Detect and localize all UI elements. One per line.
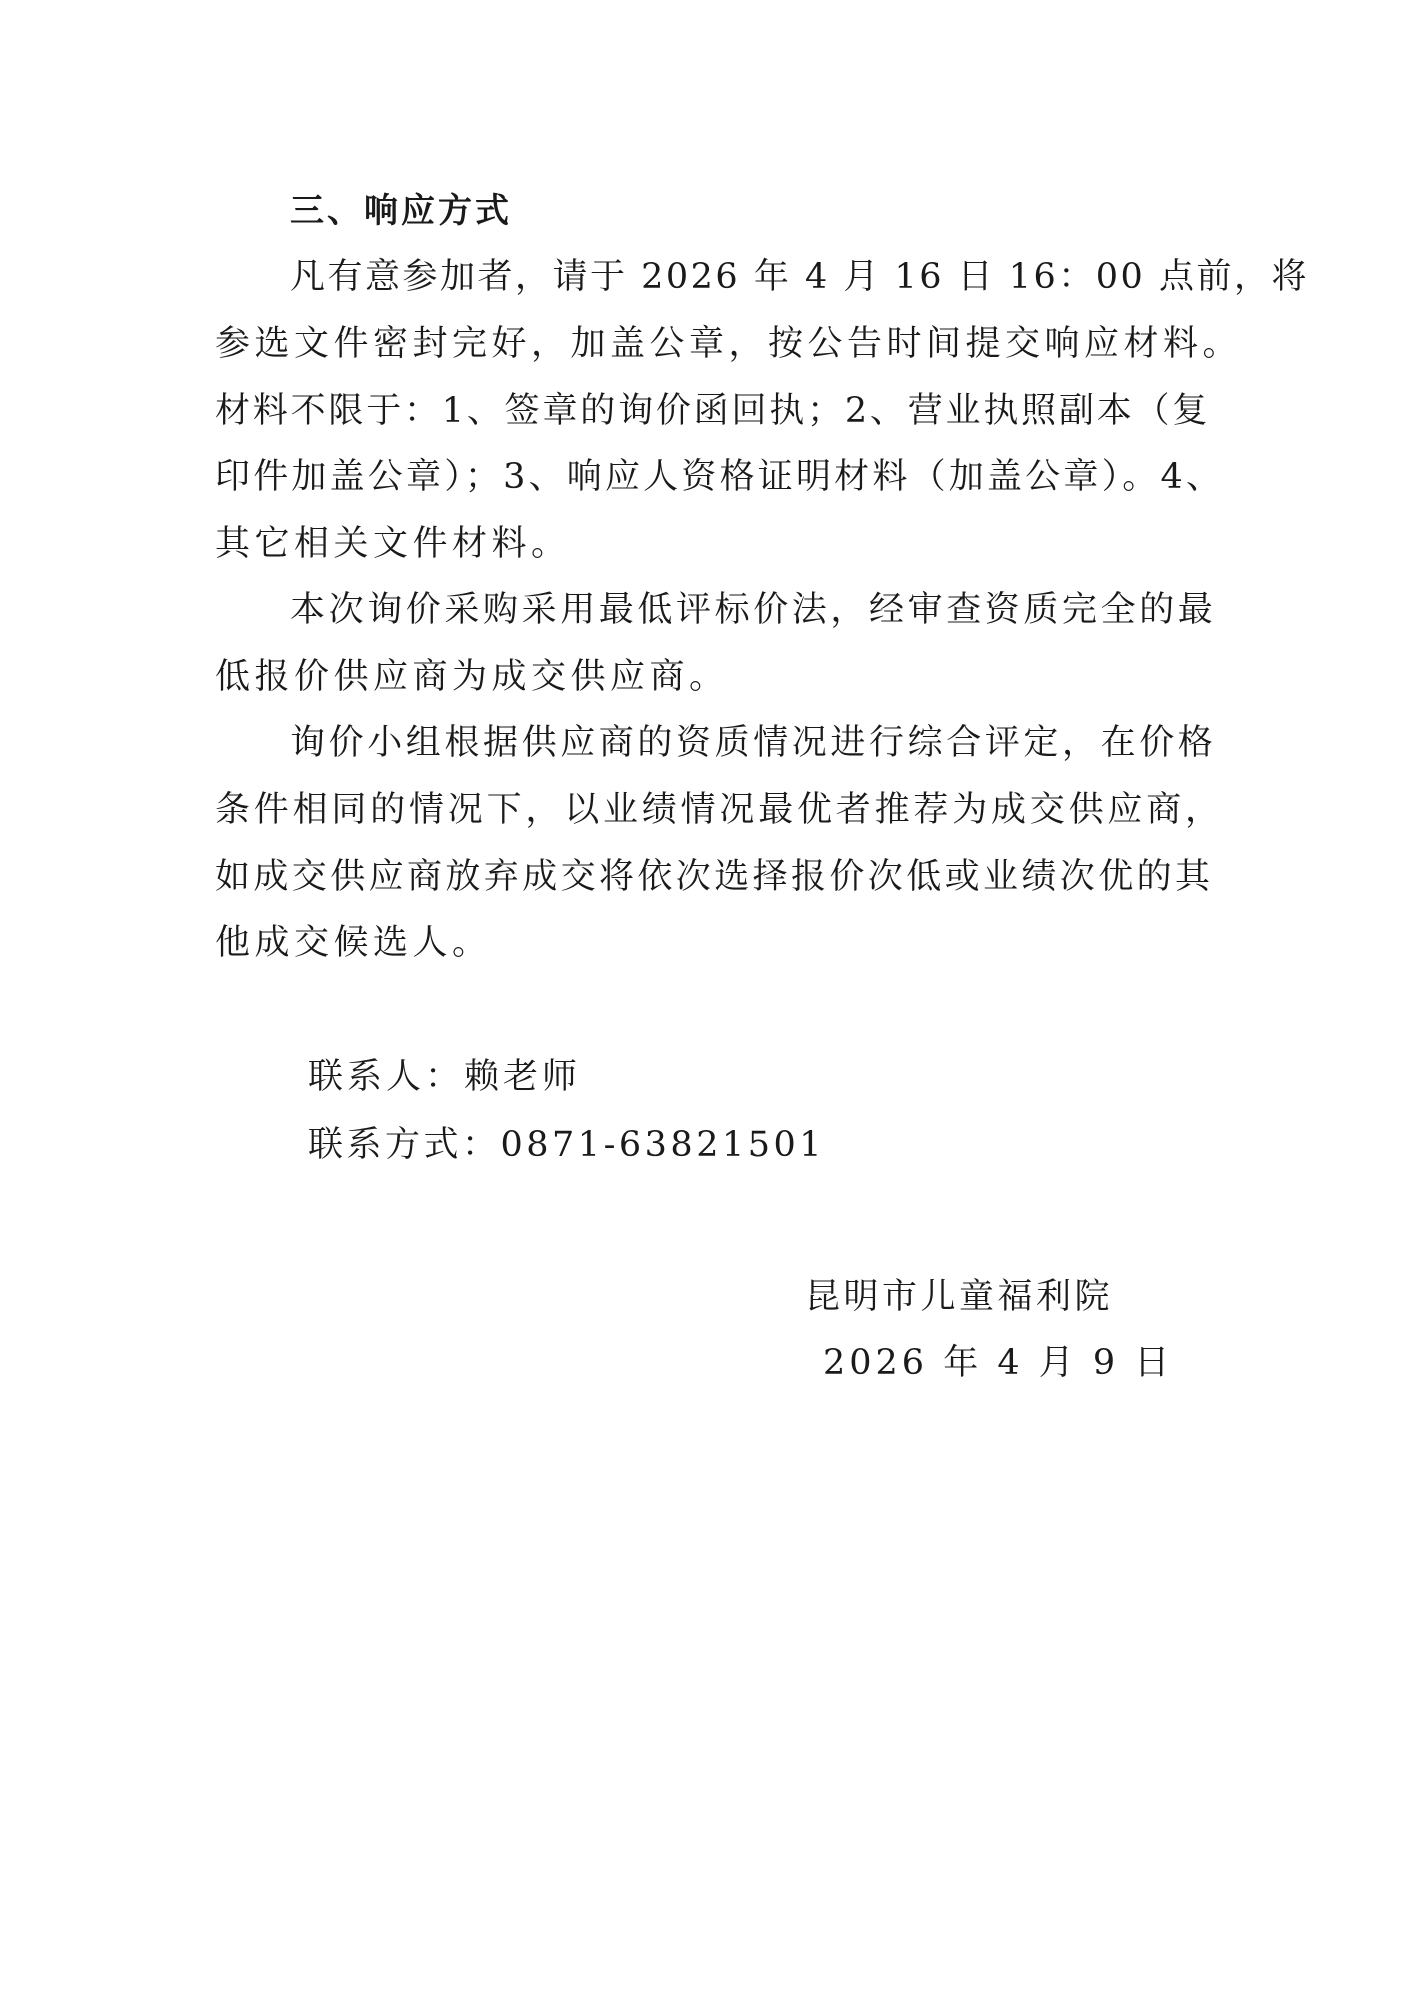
paragraph-line: 如成交供应商放弃成交将依次选择报价次低或业绩次优的其 (215, 857, 1214, 897)
paragraph-line: 低报价供应商为成交供应商。 (215, 657, 729, 697)
paragraph-line: 参选文件密封完好，加盖公章，按公告时间提交响应材料。 (215, 324, 1243, 364)
paragraph-line: 条件相同的情况下，以业绩情况最优者推荐为成交供应商， (215, 790, 1224, 830)
contact-phone: 联系方式：0871-63821501 (308, 1125, 826, 1165)
paragraph-line: 询价小组根据供应商的资质情况进行综合评定，在价格 (290, 723, 1217, 763)
signature-organization: 昆明市儿童福利院 (805, 1277, 1114, 1317)
signature-date: 2026 年 4 月 9 日 (823, 1343, 1174, 1383)
section-heading: 三、响应方式 (290, 191, 512, 231)
paragraph-line: 材料不限于：1、签章的询价函回执；2、营业执照副本（复 (215, 391, 1211, 431)
paragraph-line: 他成交候选人。 (215, 923, 492, 963)
paragraph-line: 本次询价采购采用最低评标价法，经审查资质完全的最 (290, 590, 1217, 630)
paragraph-line: 其它相关文件材料。 (215, 524, 571, 564)
paragraph-line: 印件加盖公章）；3、响应人资格证明材料（加盖公章）。4、 (215, 457, 1225, 497)
paragraph-line: 凡有意参加者，请于 2026 年 4 月 16 日 16：00 点前，将 (290, 257, 1309, 297)
contact-person: 联系人：赖老师 (308, 1057, 582, 1097)
